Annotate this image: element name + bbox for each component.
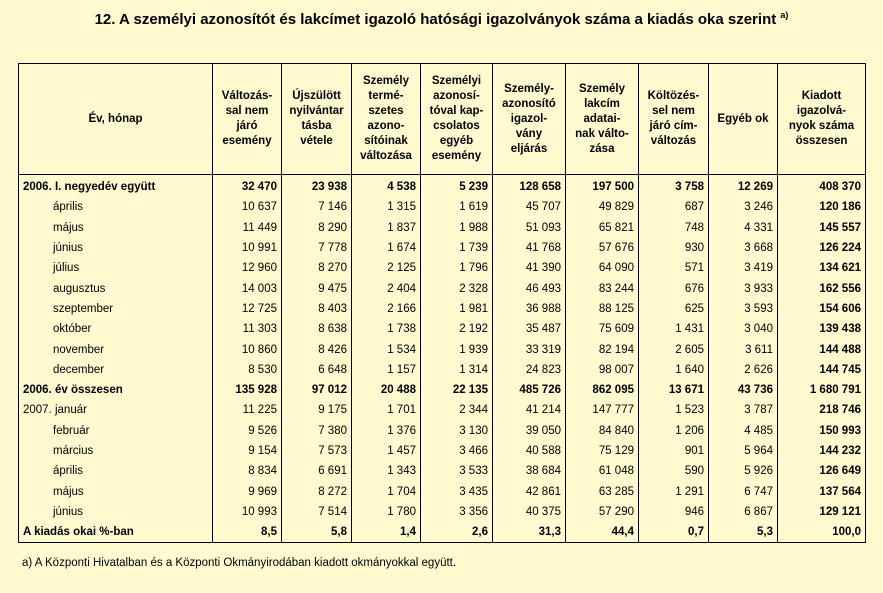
value-cell: 75 609 — [566, 319, 639, 339]
value-cell: 41 214 — [493, 400, 566, 420]
value-cell: 9 175 — [282, 400, 352, 420]
value-cell: 7 778 — [282, 238, 352, 258]
col-header-id-card-procedure: Személy- azonosító igazol- vány eljárás — [493, 64, 566, 175]
total-cell: 154 606 — [778, 299, 866, 319]
total-cell: 139 438 — [778, 319, 866, 339]
value-cell: 135 928 — [213, 380, 282, 400]
row-label: június — [19, 502, 213, 522]
value-cell: 8 638 — [282, 319, 352, 339]
total-cell: 126 224 — [778, 238, 866, 258]
row-label: május — [19, 218, 213, 238]
row-label: 2006. I. negyedév együtt — [19, 175, 213, 198]
value-cell: 83 244 — [566, 278, 639, 298]
value-cell: 1 431 — [639, 319, 709, 339]
value-cell: 2 605 — [639, 339, 709, 359]
value-cell: 8 403 — [282, 299, 352, 319]
col-header-address-change: Személy lakcím adatai- nak válto- zása — [566, 64, 639, 175]
value-cell: 1 837 — [352, 218, 421, 238]
value-cell: 22 135 — [421, 380, 493, 400]
value-cell: 1 738 — [352, 319, 421, 339]
value-cell: 4 538 — [352, 175, 421, 198]
row-label: június — [19, 238, 213, 258]
table-row — [19, 502, 866, 522]
value-cell: 38 684 — [493, 461, 566, 481]
table-row — [19, 461, 866, 481]
total-cell: 1 680 791 — [778, 380, 866, 400]
total-cell: 408 370 — [778, 175, 866, 198]
row-label: december — [19, 360, 213, 380]
table-row — [19, 197, 866, 217]
value-cell: 4 331 — [709, 218, 778, 238]
value-cell: 11 225 — [213, 400, 282, 420]
row-label: március — [19, 441, 213, 461]
total-cell: 120 186 — [778, 197, 866, 217]
value-cell: 946 — [639, 502, 709, 522]
row-label: 2007. január — [19, 400, 213, 420]
value-cell: 2 328 — [421, 278, 493, 298]
row-label: szeptember — [19, 299, 213, 319]
value-cell: 9 154 — [213, 441, 282, 461]
header-row — [19, 64, 866, 175]
value-cell: 1 981 — [421, 299, 493, 319]
value-cell: 3 668 — [709, 238, 778, 258]
value-cell: 46 493 — [493, 278, 566, 298]
value-cell: 2 166 — [352, 299, 421, 319]
value-cell: 11 449 — [213, 218, 282, 238]
value-cell: 49 829 — [566, 197, 639, 217]
col-header-no-move-address-change: Költözés- sel nem járó cím- változás — [639, 64, 709, 175]
row-label: július — [19, 258, 213, 278]
value-cell: 7 573 — [282, 441, 352, 461]
value-cell: 3 246 — [709, 197, 778, 217]
value-cell: 2 344 — [421, 400, 493, 420]
value-cell: 571 — [639, 258, 709, 278]
value-cell: 6 747 — [709, 481, 778, 501]
value-cell: 3 040 — [709, 319, 778, 339]
value-cell: 44,4 — [566, 522, 639, 543]
value-cell: 5 239 — [421, 175, 493, 198]
value-cell: 12 269 — [709, 175, 778, 198]
value-cell: 6 648 — [282, 360, 352, 380]
value-cell: 197 500 — [566, 175, 639, 198]
col-header-natural-id-change: Személy termé- szetes azono- sítóinak változása — [352, 64, 421, 175]
value-cell: 9 969 — [213, 481, 282, 501]
footnote: a) A Központi Hivatalban és a Központi Okmányirodában kiadott okmányokkal együtt. — [22, 557, 457, 569]
value-cell: 1 376 — [352, 421, 421, 441]
total-cell: 126 649 — [778, 461, 866, 481]
table-body — [19, 175, 866, 543]
value-cell: 5 964 — [709, 441, 778, 461]
value-cell: 5 926 — [709, 461, 778, 481]
value-cell: 88 125 — [566, 299, 639, 319]
value-cell: 1 534 — [352, 339, 421, 359]
table-row — [19, 400, 866, 420]
value-cell: 0,7 — [639, 522, 709, 543]
value-cell: 3 787 — [709, 400, 778, 420]
value-cell: 7 514 — [282, 502, 352, 522]
value-cell: 33 319 — [493, 339, 566, 359]
value-cell: 9 475 — [282, 278, 352, 298]
value-cell: 1 457 — [352, 441, 421, 461]
value-cell: 3 466 — [421, 441, 493, 461]
value-cell: 485 726 — [493, 380, 566, 400]
value-cell: 2 192 — [421, 319, 493, 339]
total-cell: 144 488 — [778, 339, 866, 359]
value-cell: 1 780 — [352, 502, 421, 522]
total-cell: 150 993 — [778, 421, 866, 441]
value-cell: 1 701 — [352, 400, 421, 420]
table-row — [19, 319, 866, 339]
value-cell: 748 — [639, 218, 709, 238]
value-cell: 3 593 — [709, 299, 778, 319]
total-cell: 162 556 — [778, 278, 866, 298]
value-cell: 82 194 — [566, 339, 639, 359]
value-cell: 13 671 — [639, 380, 709, 400]
value-cell: 51 093 — [493, 218, 566, 238]
value-cell: 128 658 — [493, 175, 566, 198]
value-cell: 43 736 — [709, 380, 778, 400]
value-cell: 687 — [639, 197, 709, 217]
value-cell: 2 626 — [709, 360, 778, 380]
value-cell: 41 768 — [493, 238, 566, 258]
row-label: május — [19, 481, 213, 501]
total-cell: 137 564 — [778, 481, 866, 501]
table-row — [19, 360, 866, 380]
value-cell: 12 725 — [213, 299, 282, 319]
value-cell: 39 050 — [493, 421, 566, 441]
value-cell: 1 796 — [421, 258, 493, 278]
value-cell: 1 343 — [352, 461, 421, 481]
value-cell: 8 270 — [282, 258, 352, 278]
row-label: október — [19, 319, 213, 339]
value-cell: 36 988 — [493, 299, 566, 319]
row-label: A kiadás okai %-ban — [19, 522, 213, 543]
value-cell: 1 291 — [639, 481, 709, 501]
value-cell: 20 488 — [352, 380, 421, 400]
value-cell: 1 704 — [352, 481, 421, 501]
value-cell: 97 012 — [282, 380, 352, 400]
value-cell: 45 707 — [493, 197, 566, 217]
value-cell: 1 206 — [639, 421, 709, 441]
value-cell: 3 435 — [421, 481, 493, 501]
value-cell: 57 676 — [566, 238, 639, 258]
value-cell: 930 — [639, 238, 709, 258]
value-cell: 2,6 — [421, 522, 493, 543]
value-cell: 84 840 — [566, 421, 639, 441]
value-cell: 8 272 — [282, 481, 352, 501]
value-cell: 42 861 — [493, 481, 566, 501]
title-footnote-mark: a) — [780, 10, 789, 20]
table-row — [19, 421, 866, 441]
value-cell: 3 419 — [709, 258, 778, 278]
table-row — [19, 299, 866, 319]
value-cell: 10 860 — [213, 339, 282, 359]
value-cell: 8 426 — [282, 339, 352, 359]
value-cell: 1 157 — [352, 360, 421, 380]
value-cell: 3 611 — [709, 339, 778, 359]
total-cell: 129 121 — [778, 502, 866, 522]
value-cell: 10 993 — [213, 502, 282, 522]
row-label: november — [19, 339, 213, 359]
value-cell: 625 — [639, 299, 709, 319]
value-cell: 40 588 — [493, 441, 566, 461]
value-cell: 35 487 — [493, 319, 566, 339]
title-text: 12. A személyi azonosítót és lakcímet igazoló hatósági igazolványok száma a kiadás oka szerint — [94, 11, 777, 28]
value-cell: 41 390 — [493, 258, 566, 278]
value-cell: 1 619 — [421, 197, 493, 217]
value-cell: 6 867 — [709, 502, 778, 522]
value-cell: 10 991 — [213, 238, 282, 258]
value-cell: 63 285 — [566, 481, 639, 501]
table-row — [19, 238, 866, 258]
value-cell: 3 130 — [421, 421, 493, 441]
table-row — [19, 175, 866, 198]
value-cell: 65 821 — [566, 218, 639, 238]
total-cell: 100,0 — [778, 522, 866, 543]
total-cell: 144 745 — [778, 360, 866, 380]
total-cell: 144 232 — [778, 441, 866, 461]
table-row — [19, 339, 866, 359]
table-row — [19, 380, 866, 400]
value-cell: 24 823 — [493, 360, 566, 380]
total-cell: 218 746 — [778, 400, 866, 420]
value-cell: 5,3 — [709, 522, 778, 543]
value-cell: 147 777 — [566, 400, 639, 420]
value-cell: 64 090 — [566, 258, 639, 278]
value-cell: 1 739 — [421, 238, 493, 258]
value-cell: 98 007 — [566, 360, 639, 380]
value-cell: 1 315 — [352, 197, 421, 217]
value-cell: 7 146 — [282, 197, 352, 217]
value-cell: 6 691 — [282, 461, 352, 481]
value-cell: 1 640 — [639, 360, 709, 380]
value-cell: 1 939 — [421, 339, 493, 359]
value-cell: 8 530 — [213, 360, 282, 380]
value-cell: 14 003 — [213, 278, 282, 298]
value-cell: 2 125 — [352, 258, 421, 278]
table-row — [19, 278, 866, 298]
col-header-other: Egyéb ok — [709, 64, 778, 175]
value-cell: 3 933 — [709, 278, 778, 298]
col-header-period: Év, hónap — [19, 64, 213, 175]
value-cell: 3 758 — [639, 175, 709, 198]
value-cell: 590 — [639, 461, 709, 481]
value-cell: 2 404 — [352, 278, 421, 298]
value-cell: 11 303 — [213, 319, 282, 339]
value-cell: 75 129 — [566, 441, 639, 461]
table-row — [19, 481, 866, 501]
value-cell: 9 526 — [213, 421, 282, 441]
value-cell: 1 314 — [421, 360, 493, 380]
value-cell: 1 988 — [421, 218, 493, 238]
value-cell: 1 523 — [639, 400, 709, 420]
value-cell: 61 048 — [566, 461, 639, 481]
value-cell: 8 290 — [282, 218, 352, 238]
value-cell: 7 380 — [282, 421, 352, 441]
value-cell: 8 834 — [213, 461, 282, 481]
value-cell: 23 938 — [282, 175, 352, 198]
value-cell: 1,4 — [352, 522, 421, 543]
value-cell: 676 — [639, 278, 709, 298]
row-label: április — [19, 461, 213, 481]
row-label: február — [19, 421, 213, 441]
table-row — [19, 441, 866, 461]
value-cell: 32 470 — [213, 175, 282, 198]
value-cell: 901 — [639, 441, 709, 461]
value-cell: 40 375 — [493, 502, 566, 522]
col-header-newborn: Újszülött nyilvántar tásba vétele — [282, 64, 352, 175]
value-cell: 31,3 — [493, 522, 566, 543]
value-cell: 1 674 — [352, 238, 421, 258]
value-cell: 5,8 — [282, 522, 352, 543]
value-cell: 3 356 — [421, 502, 493, 522]
page-title — [0, 10, 883, 28]
table-row — [19, 218, 866, 238]
value-cell: 4 485 — [709, 421, 778, 441]
total-cell: 134 621 — [778, 258, 866, 278]
value-cell: 3 533 — [421, 461, 493, 481]
total-cell: 145 557 — [778, 218, 866, 238]
value-cell: 8,5 — [213, 522, 282, 543]
col-header-no-change: Változás- sal nem járó esemény — [213, 64, 282, 175]
value-cell: 10 637 — [213, 197, 282, 217]
row-label: április — [19, 197, 213, 217]
table-row — [19, 522, 866, 543]
col-header-personal-id-other: Személyi azonosí- tóval kap- csolatos egyéb esemény — [421, 64, 493, 175]
row-label: 2006. év összesen — [19, 380, 213, 400]
value-cell: 862 095 — [566, 380, 639, 400]
table-row — [19, 258, 866, 278]
row-label: augusztus — [19, 278, 213, 298]
data-table — [18, 63, 866, 543]
value-cell: 12 960 — [213, 258, 282, 278]
value-cell: 57 290 — [566, 502, 639, 522]
col-header-total: Kiadott igazolvá- nyok száma összesen — [778, 64, 866, 175]
